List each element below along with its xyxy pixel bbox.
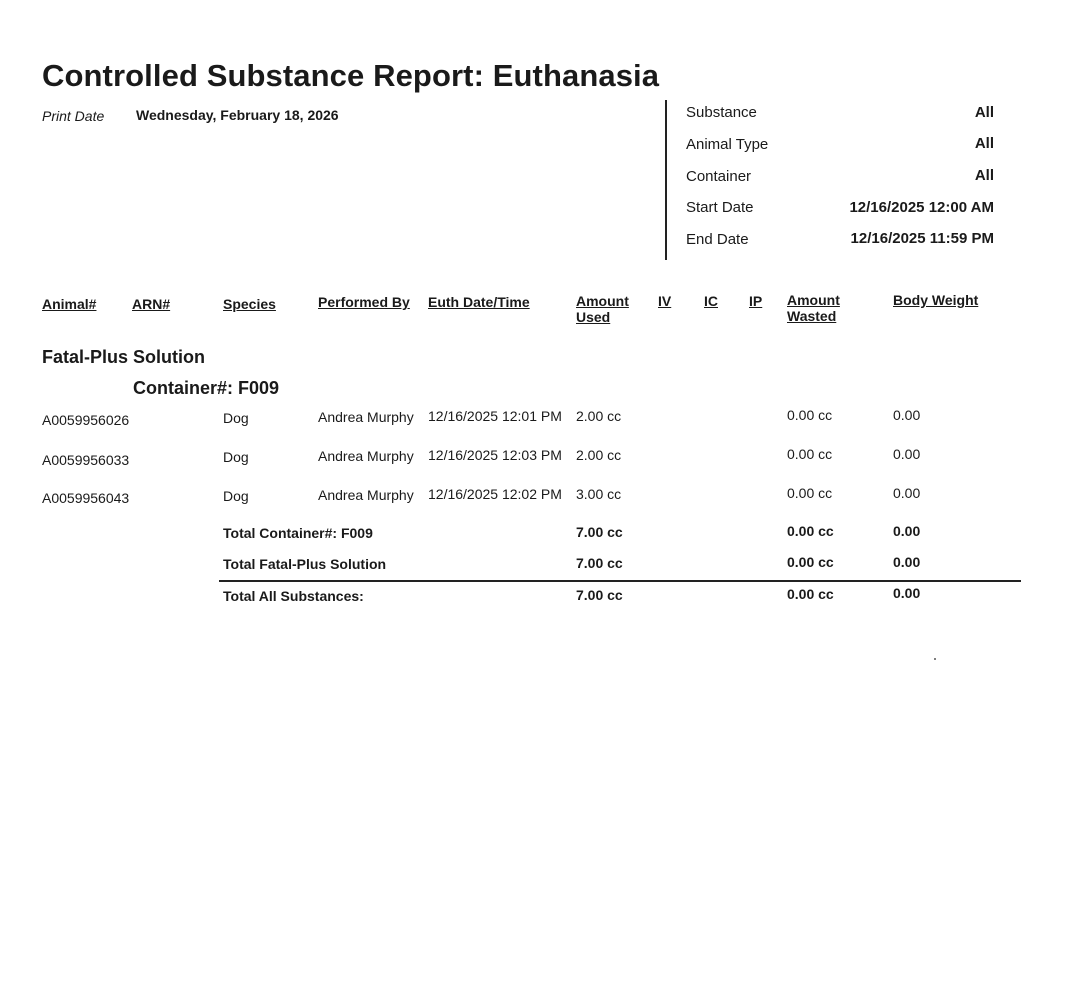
filter-animal-type-value: All [974,135,994,152]
total-container-weight: 0.00 [893,523,921,539]
container-group-title: Container#: F009 [133,378,280,398]
filter-substance-label: Substance [686,104,757,121]
row-animal-id: A0059956043 [42,490,130,506]
column-header-amount-used-line2: Used [576,309,611,325]
column-header-amount-wasted-line1: Amount [787,292,840,308]
row-performed-by: Andrea Murphy [318,409,414,425]
print-date-value: Wednesday, February 18, 2026 [136,107,339,123]
column-header-body-weight: Body Weight [893,292,979,308]
row-euth-datetime: 12/16/2025 12:02 PM [428,486,562,502]
total-all-wasted: 0.00 cc [787,586,834,602]
column-header-ip: IP [749,293,763,309]
row-body-weight: 0.00 [893,407,921,423]
column-header-amount-wasted-line2: Wasted [787,308,837,324]
row-body-weight: 0.00 [893,446,921,462]
filter-animal-type-label: Animal Type [686,136,769,153]
row-species: Dog [223,449,249,465]
row-amount-wasted: 0.00 cc [787,446,833,462]
row-amount-used: 3.00 cc [576,486,622,502]
row-amount-used: 2.00 cc [576,408,622,424]
filter-container-value: All [974,167,994,184]
total-substance-used: 7.00 cc [576,555,623,571]
row-amount-wasted: 0.00 cc [787,407,833,423]
total-substance-label: Total Fatal-Plus Solution [223,556,387,572]
filter-end-date-value: 12/16/2025 11:59 PM [850,230,994,247]
column-header-iv: IV [658,293,672,309]
column-header-arn: ARN# [132,296,171,312]
filter-end-date-label: End Date [686,231,749,248]
total-all-label: Total All Substances: [223,588,364,604]
row-species: Dog [223,410,249,426]
row-body-weight: 0.00 [893,485,921,501]
report-title: Controlled Substance Report: Euthanasia [42,58,660,93]
filter-start-date-value: 12/16/2025 12:00 AM [849,199,994,216]
total-container-wasted: 0.00 cc [787,523,834,539]
column-header-amount-used-line1: Amount [576,293,629,309]
total-all-weight: 0.00 [893,585,921,601]
column-header-euth-datetime: Euth Date/Time [428,294,530,310]
total-container-used: 7.00 cc [576,524,623,540]
total-container-label: Total Container#: F009 [223,525,373,541]
filter-container-label: Container [686,168,752,185]
total-all-used: 7.00 cc [576,587,623,603]
column-header-species: Species [223,296,276,312]
print-date-label: Print Date [42,108,105,124]
row-performed-by: Andrea Murphy [318,487,414,503]
total-substance-wasted: 0.00 cc [787,554,834,570]
filter-substance-value: All [974,104,994,121]
row-euth-datetime: 12/16/2025 12:01 PM [428,408,562,424]
row-amount-wasted: 0.00 cc [787,485,833,501]
row-animal-id: A0059956026 [42,412,130,428]
row-performed-by: Andrea Murphy [318,448,414,464]
column-header-animal: Animal# [42,296,97,312]
scan-speck [934,658,936,660]
row-species: Dog [223,488,249,504]
row-amount-used: 2.00 cc [576,447,622,463]
grand-total-divider [219,580,1021,582]
substance-group-title: Fatal-Plus Solution [42,347,206,367]
column-header-performed-by: Performed By [318,294,410,310]
total-substance-weight: 0.00 [893,554,921,570]
filter-divider [665,100,667,260]
filter-start-date-label: Start Date [686,199,754,216]
column-header-ic: IC [704,293,718,309]
row-animal-id: A0059956033 [42,452,130,468]
row-euth-datetime: 12/16/2025 12:03 PM [428,447,562,463]
